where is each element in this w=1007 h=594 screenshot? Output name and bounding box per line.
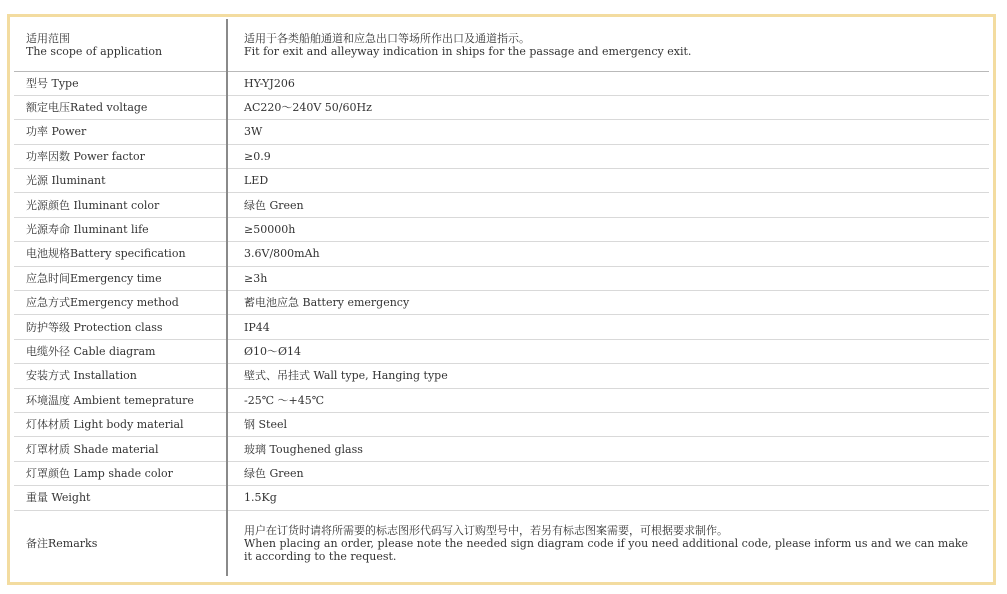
row-label: 灯体材质 Light body material xyxy=(14,412,227,436)
row-label: 灯罩材质 Shade material xyxy=(14,437,227,461)
row-value: IP44 xyxy=(227,315,989,339)
row-label: 电池规格Battery specification xyxy=(14,242,227,266)
remarks-value xyxy=(227,510,989,576)
table-row xyxy=(14,291,989,315)
row-value: ≥0.9 xyxy=(227,144,989,168)
remarks-value-en: When placing an order, please note the needed sign diagram code if you need additional code, please inform us and we can make it according to the request. xyxy=(244,536,969,563)
row-value: ≥3h xyxy=(227,266,989,290)
row-value: ≥50000h xyxy=(227,217,989,241)
row-value: AC220～240V 50/60Hz xyxy=(227,95,989,119)
table-row xyxy=(14,486,989,510)
row-value: -25℃ ～+45℃ xyxy=(227,388,989,412)
table-row xyxy=(14,315,989,339)
scope-label-en: The scope of application xyxy=(26,44,163,58)
row-value: Ø10～Ø14 xyxy=(227,339,989,363)
scope-label xyxy=(14,19,227,71)
row-label: 功率 Power xyxy=(14,120,227,144)
table-row xyxy=(14,266,989,290)
row-value: 1.5Kg xyxy=(227,486,989,510)
row-value: HY-YJ206 xyxy=(227,71,989,95)
row-label: 功率因数 Power factor xyxy=(14,144,227,168)
scope-value xyxy=(227,19,989,71)
table-row xyxy=(14,169,989,193)
row-value: 3.6V/800mAh xyxy=(227,242,989,266)
scope-value-en: Fit for exit and alleyway indication in ships for the passage and emergency exit. xyxy=(244,44,692,58)
row-value: 壁式、吊挂式 Wall type, Hanging type xyxy=(227,364,989,388)
table-row xyxy=(14,193,989,217)
row-label: 光源寿命 Iluminant life xyxy=(14,217,227,241)
table-row xyxy=(14,364,989,388)
row-label: 应急时间Emergency time xyxy=(14,266,227,290)
row-value: 玻璃 Toughened glass xyxy=(227,437,989,461)
row-label: 电缆外径 Cable diagram xyxy=(14,339,227,363)
spec-table xyxy=(14,19,989,576)
table-row xyxy=(14,120,989,144)
table-row xyxy=(14,217,989,241)
row-value: 3W xyxy=(227,120,989,144)
row-label: 型号 Type xyxy=(14,71,227,95)
table-row xyxy=(14,242,989,266)
row-value: 钢 Steel xyxy=(227,412,989,436)
remarks-value-cn: 用户在订货时请将所需要的标志图形代码写入订购型号中，若另有标志图案需要，可根据要求制作。 xyxy=(244,523,728,537)
scope-value-cn: 适用于各类船舶通道和应急出口等场所作出口及通道指示。 xyxy=(244,31,530,45)
table-row-remarks xyxy=(14,510,989,576)
table-row-scope xyxy=(14,19,989,71)
row-value: LED xyxy=(227,169,989,193)
table-row xyxy=(14,412,989,436)
table-row xyxy=(14,71,989,95)
table-row xyxy=(14,388,989,412)
table-row xyxy=(14,144,989,168)
row-value: 绿色 Green xyxy=(227,461,989,485)
row-label: 额定电压Rated voltage xyxy=(14,95,227,119)
spec-sheet-frame xyxy=(7,14,996,585)
table-row xyxy=(14,461,989,485)
row-value: 蓄电池应急 Battery emergency xyxy=(227,291,989,315)
row-label: 灯罩颜色 Lamp shade color xyxy=(14,461,227,485)
row-label: 安装方式 Installation xyxy=(14,364,227,388)
row-label: 重量 Weight xyxy=(14,486,227,510)
table-row xyxy=(14,437,989,461)
row-label: 环境温度 Ambient temeprature xyxy=(14,388,227,412)
row-label: 防护等级 Protection class xyxy=(14,315,227,339)
row-label: 光源颜色 Iluminant color xyxy=(14,193,227,217)
remarks-label: 备注Remarks xyxy=(14,510,227,576)
table-row xyxy=(14,95,989,119)
row-value: 绿色 Green xyxy=(227,193,989,217)
row-label: 光源 Iluminant xyxy=(14,169,227,193)
row-label: 应急方式Emergency method xyxy=(14,291,227,315)
table-row xyxy=(14,339,989,363)
scope-label-cn: 适用范围 xyxy=(26,31,70,45)
